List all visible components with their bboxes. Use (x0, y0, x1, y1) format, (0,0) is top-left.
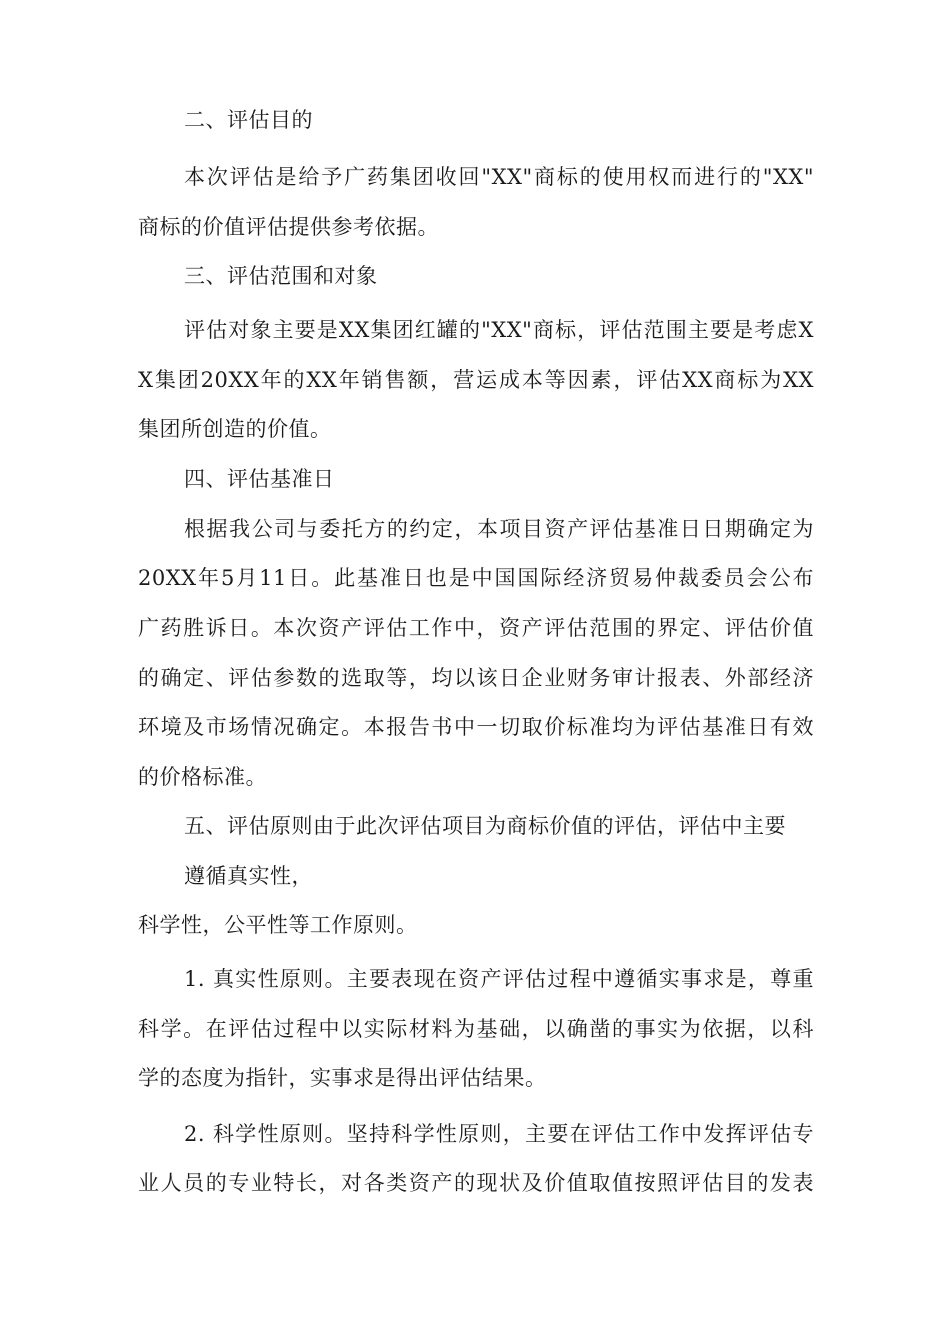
paragraph-line: 集团所创造的价值。 (138, 417, 332, 441)
paragraph-line: 20XX年5月11日。此基准日也是中国国际经济贸易仲裁委员会公布 (138, 566, 814, 590)
paragraph-line: 评估对象主要是XX集团红罐的"XX"商标，评估范围主要是考虑X (184, 318, 814, 342)
paragraph-line: 根据我公司与委托方的约定，本项目资产评估基准日日期确定为 (184, 517, 814, 541)
paragraph-line: 的确定、评估参数的选取等，均以该日企业财务审计报表、外部经济 (138, 666, 814, 690)
paragraph-line: 商标的价值评估提供参考依据。 (138, 215, 439, 239)
paragraph-line: 遵循真实性， (184, 864, 313, 888)
paragraph-line: 广药胜诉日。本次资产评估工作中，资产评估范围的界定、评估价值 (138, 616, 814, 640)
section-heading-purpose: 二、评估目的 (184, 108, 313, 132)
list-item-line: 1. 真实性原则。主要表现在资产评估过程中遵循实事求是，尊重 (184, 967, 814, 991)
paragraph-line: 科学。在评估过程中以实际材料为基础，以确凿的事实为依据，以科 (138, 1017, 814, 1041)
paragraph-line: 科学性，公平性等工作原则。 (138, 913, 418, 937)
paragraph-line: 环境及市场情况确定。本报告书中一切取价标准均为评估基准日有效 (138, 715, 814, 739)
section-heading-base-date: 四、评估基准日 (184, 467, 335, 491)
paragraph-line: 的价格标准。 (138, 765, 267, 789)
paragraph-line: 本次评估是给予广药集团收回"XX"商标的使用权而进行的"XX" (184, 165, 814, 189)
section-heading-principles: 五、评估原则由于此次评估项目为商标价值的评估，评估中主要 (184, 814, 786, 838)
list-item-line: 2. 科学性原则。坚持科学性原则，主要在评估工作中发挥评估专 (184, 1122, 814, 1146)
paragraph-line: 业人员的专业特长，对各类资产的现状及价值取值按照评估目的发表 (138, 1171, 814, 1195)
paragraph-line: 学的态度为指针，实事求是得出评估结果。 (138, 1066, 547, 1090)
paragraph-line: X集团20XX年的XX年销售额，营运成本等因素，评估XX商标为XX (138, 368, 814, 392)
section-heading-scope: 三、评估范围和对象 (184, 264, 378, 288)
